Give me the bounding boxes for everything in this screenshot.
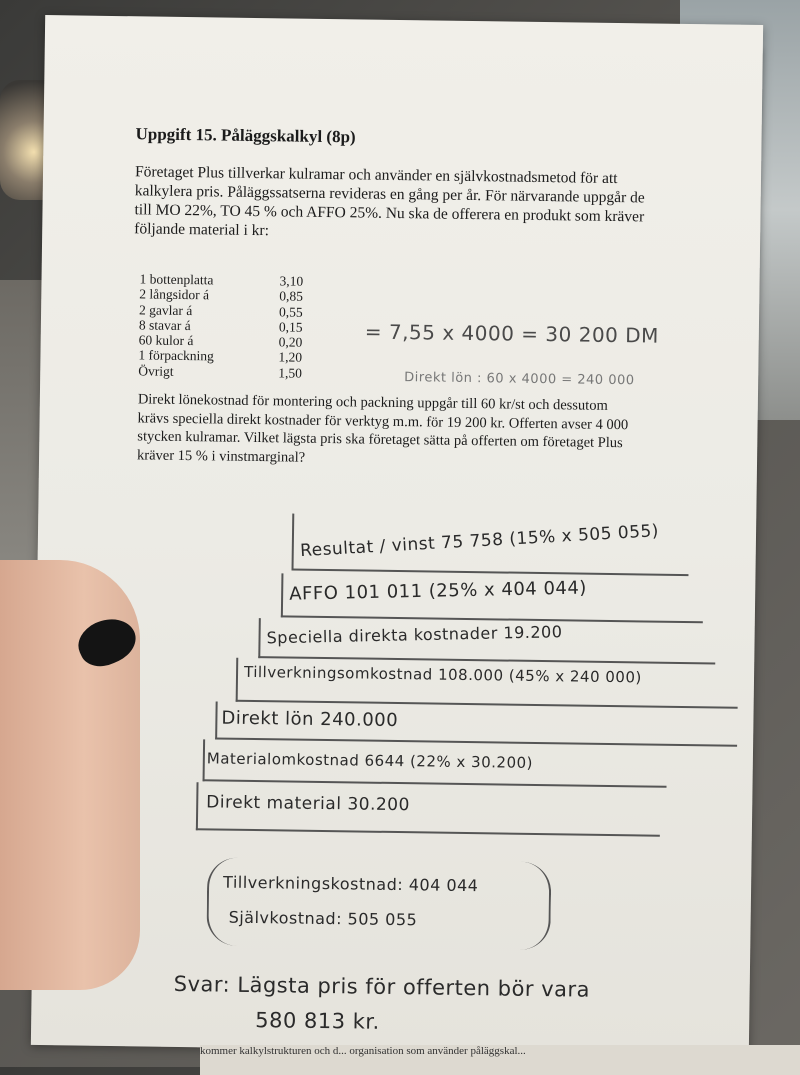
summary-bracket (206, 857, 551, 950)
stair-label-affo: AFFO 101 011 (25% x 404 044) (289, 577, 588, 605)
material-row: 8 stavar á 0,15 (138, 317, 303, 335)
material-row: 1 bottenplatta 3,10 (139, 271, 304, 289)
task-intro: Företaget Plus tillverkar kulramar och använder en självkostnadsmetod för att kalkylera pris. Påläggssatserna revideras en gång per år. För närvarande uppgår de till MO 22%, TO 45 % och AFFO 25%. Nu ska de offerera en produkt som kräver följande material i kr: (134, 163, 645, 240)
summary-tillverkningskostnad: Tillverkningskostnad: 404 044 (223, 872, 479, 896)
worksheet-paper (31, 15, 763, 1055)
material-row: 2 gavlar á 0,55 (139, 301, 303, 320)
stair-label-speciella: Speciella direkta kostnader 19.200 (266, 622, 563, 648)
summary-sjalvkostnad: Självkostnad: 505 055 (228, 907, 418, 930)
bottom-paper-edge: kommer kalkylstrukturen och d... organisation som använder påläggskal... (200, 1045, 800, 1075)
answer-line-2: 580 813 kr. (255, 1008, 380, 1034)
stair-label-direkt-lon: Direkt lön 240.000 (221, 707, 399, 732)
handwritten-lon-calc: Direkt lön : 60 x 4000 = 240 000 (404, 370, 635, 389)
stair-label-tillverkningsomkostnad: Tillverkningsomkostnad 108.000 (45% x 240 000) (243, 662, 642, 687)
material-row: Övrigt 1,50 (138, 363, 302, 381)
material-row: 60 kulor á 0,20 (138, 332, 303, 350)
stair-label-materialomkostnad: Materialomkostnad 6644 (22% x 30.200) (206, 749, 534, 772)
handwritten-dm-calc: = 7,55 x 4000 = 30 200 DM (364, 319, 660, 348)
material-row: 2 långsidor á 0,85 (139, 286, 304, 304)
answer-line-1: Svar: Lägsta pris för offerten bör vara (173, 971, 591, 1002)
worksheet-content (123, 16, 777, 1034)
stair-label-direkt-material: Direkt material 30.200 (206, 792, 411, 816)
task-title: Uppgift 15. Påläggskalkyl (8p) (135, 124, 356, 147)
material-row: 1 förpackning 1,20 (138, 347, 303, 366)
stair-label-resultat: Resultat / vinst 75 758 (15% x 505 055) (299, 521, 660, 562)
material-table (138, 271, 329, 381)
task-problem: Direkt lönekostnad för montering och packning uppgår till 60 kr/st och dessutom krävs speciella direkt kostnader för verktyg m.m. för 19 200 kr. Offerten avser 4 000 stycken kulramar. Vilket lägsta pris ska företaget sätta på offerten om företaget Plus kräver 15 % i vinstmarginal? (136, 391, 629, 466)
